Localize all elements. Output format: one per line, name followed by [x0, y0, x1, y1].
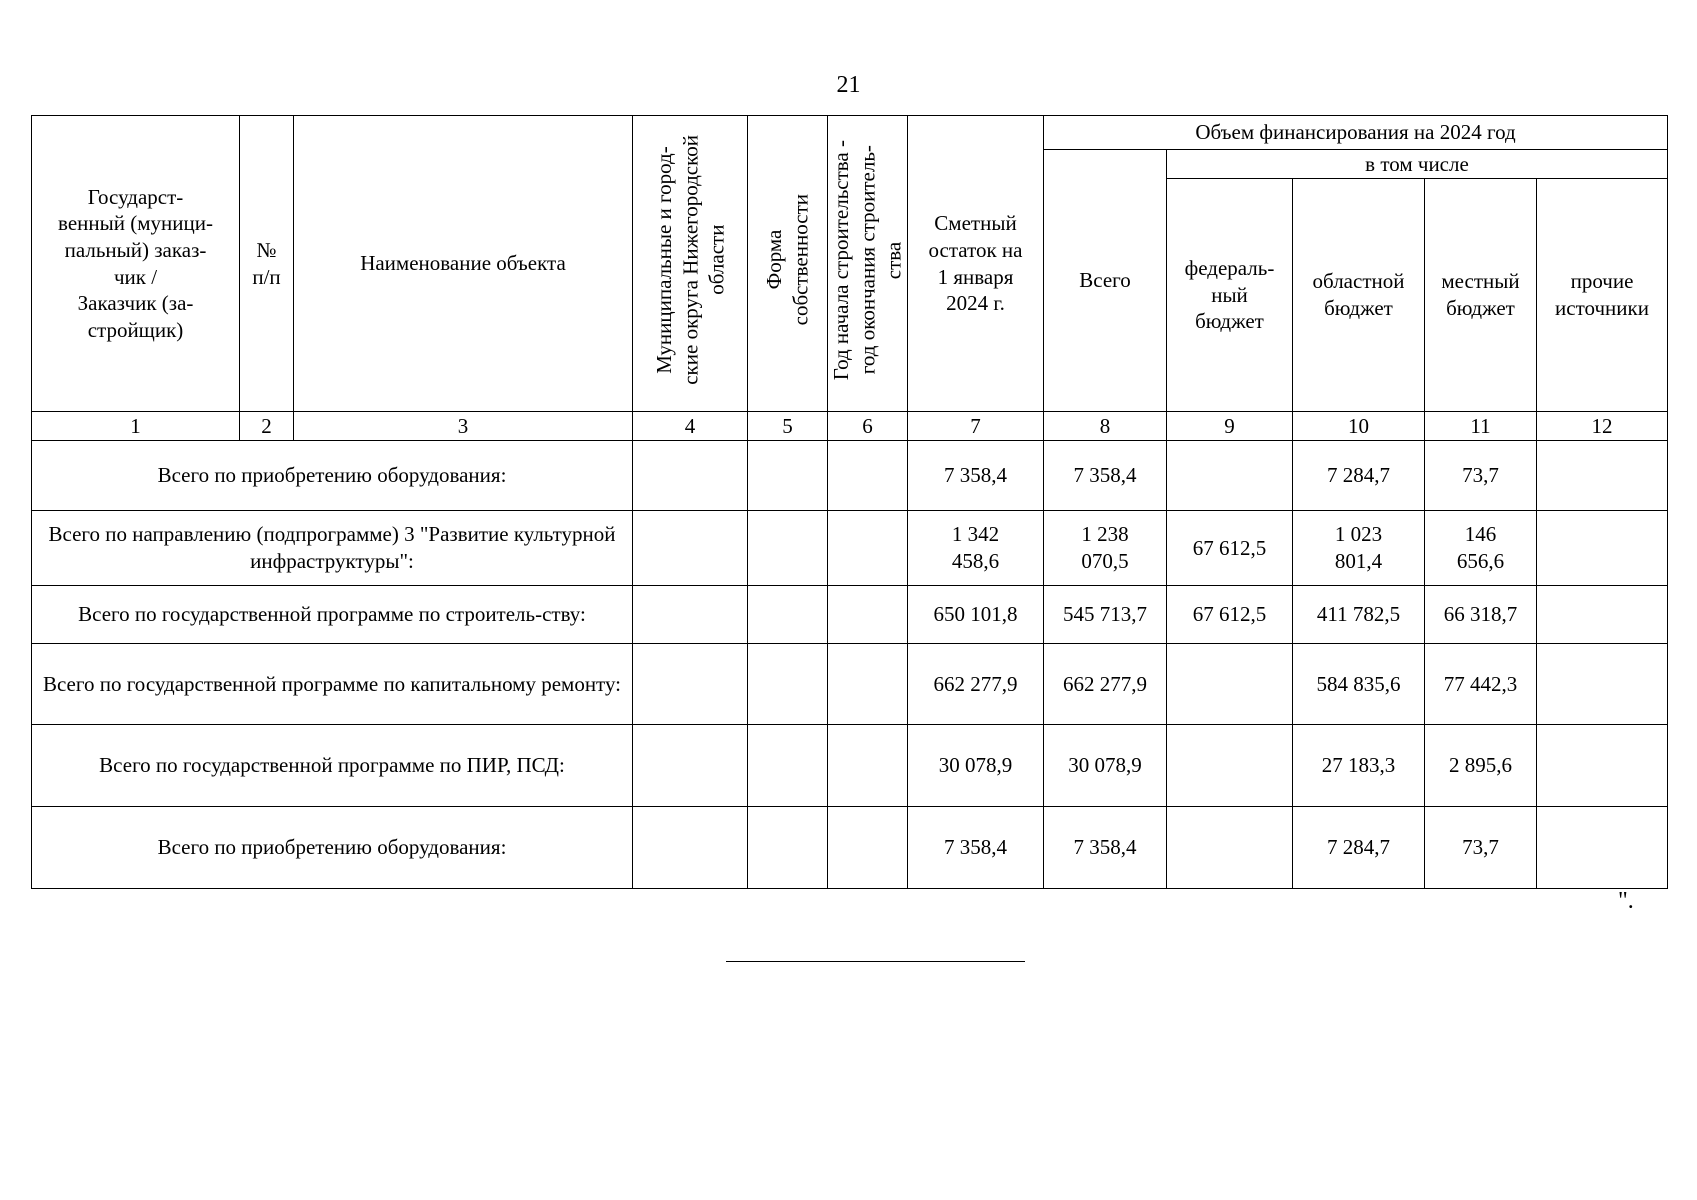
cell-empty: [633, 807, 748, 889]
header-ownership: [748, 116, 828, 412]
cell-other: [1537, 586, 1668, 644]
cell-empty: [633, 644, 748, 725]
cell-estimated-balance: 7 358,4: [908, 441, 1044, 511]
cell-total: 30 078,9: [1044, 725, 1167, 807]
row-label: Всего по государственной программе по ПИР, ПСД:: [32, 725, 633, 807]
page-number: 21: [836, 72, 861, 98]
cell-regional: 7 284,7: [1293, 807, 1425, 889]
cell-total: 662 277,9: [1044, 644, 1167, 725]
separator-line: [726, 961, 1025, 962]
column-number: 8: [1044, 412, 1167, 441]
cell-federal: [1167, 725, 1293, 807]
cell-empty: [748, 725, 828, 807]
cell-local: 77 442,3: [1425, 644, 1537, 725]
table-row: [32, 586, 1668, 644]
cell-empty: [748, 807, 828, 889]
row-label: Всего по государственной программе по строитель-ству:: [32, 586, 633, 644]
cell-federal: [1167, 644, 1293, 725]
closing-quote-mark: ".: [1618, 888, 1634, 914]
header-financing-group: Объем финансирования на 2024 год: [1044, 116, 1668, 150]
cell-empty: [828, 441, 908, 511]
cell-empty: [748, 441, 828, 511]
table-row: [32, 725, 1668, 807]
column-number: 4: [633, 412, 748, 441]
column-number: 3: [294, 412, 633, 441]
header-years: [828, 116, 908, 412]
cell-empty: [633, 725, 748, 807]
cell-other: [1537, 725, 1668, 807]
cell-empty: [828, 725, 908, 807]
header-number: № п/п: [240, 116, 294, 412]
column-number: 11: [1425, 412, 1537, 441]
cell-estimated-balance: 7 358,4: [908, 807, 1044, 889]
header-including: в том числе: [1167, 150, 1668, 179]
cell-local: 66 318,7: [1425, 586, 1537, 644]
cell-local: 146 656,6: [1425, 511, 1537, 586]
header-other-sources: прочие источники: [1537, 179, 1668, 412]
cell-regional: 584 835,6: [1293, 644, 1425, 725]
cell-regional: 1 023 801,4: [1293, 511, 1425, 586]
cell-total: 1 238 070,5: [1044, 511, 1167, 586]
cell-total: 7 358,4: [1044, 807, 1167, 889]
column-number: 2: [240, 412, 294, 441]
cell-federal: [1167, 441, 1293, 511]
cell-empty: [828, 586, 908, 644]
cell-estimated-balance: 30 078,9: [908, 725, 1044, 807]
column-number-row: [32, 412, 1668, 441]
cell-estimated-balance: 662 277,9: [908, 644, 1044, 725]
column-number: 6: [828, 412, 908, 441]
cell-local: 73,7: [1425, 807, 1537, 889]
column-number: 7: [908, 412, 1044, 441]
header-municipality: [633, 116, 748, 412]
column-number: 10: [1293, 412, 1425, 441]
row-label: Всего по государственной программе по капитальному ремонту:: [32, 644, 633, 725]
cell-other: [1537, 511, 1668, 586]
header-ownership-text: Форма собственности: [762, 194, 813, 326]
table-row: [32, 644, 1668, 725]
cell-federal: [1167, 807, 1293, 889]
cell-estimated-balance: 650 101,8: [908, 586, 1044, 644]
table-row: [32, 807, 1668, 889]
row-label: Всего по направлению (подпрограмме) 3 "Развитие культурной инфраструктуры":: [32, 511, 633, 586]
cell-empty: [748, 586, 828, 644]
cell-federal: 67 612,5: [1167, 511, 1293, 586]
header-regional-budget: областной бюджет: [1293, 179, 1425, 412]
column-number: 12: [1537, 412, 1668, 441]
cell-regional: 7 284,7: [1293, 441, 1425, 511]
cell-empty: [828, 644, 908, 725]
column-number: 5: [748, 412, 828, 441]
cell-empty: [633, 511, 748, 586]
cell-total: 545 713,7: [1044, 586, 1167, 644]
cell-empty: [748, 511, 828, 586]
cell-local: 73,7: [1425, 441, 1537, 511]
cell-estimated-balance: 1 342 458,6: [908, 511, 1044, 586]
header-object-name: Наименование объекта: [294, 116, 633, 412]
cell-empty: [748, 644, 828, 725]
cell-local: 2 895,6: [1425, 725, 1537, 807]
cell-regional: 411 782,5: [1293, 586, 1425, 644]
header-customer: Государст- венный (муници- пальный) заказ- чик / Заказчик (за- стройщик): [32, 116, 240, 412]
column-number: 9: [1167, 412, 1293, 441]
header-estimated-balance: Сметный остаток на 1 января 2024 г.: [908, 116, 1044, 412]
cell-regional: 27 183,3: [1293, 725, 1425, 807]
cell-empty: [633, 441, 748, 511]
cell-federal: 67 612,5: [1167, 586, 1293, 644]
cell-other: [1537, 807, 1668, 889]
financing-table: [31, 115, 1668, 889]
header-municipality-text: Муниципальные и город- ские округа Нижегородской области: [651, 135, 729, 386]
header-total: Всего: [1044, 150, 1167, 412]
row-label: Всего по приобретению оборудования:: [32, 807, 633, 889]
row-label: Всего по приобретению оборудования:: [32, 441, 633, 511]
cell-empty: [828, 511, 908, 586]
cell-empty: [828, 807, 908, 889]
cell-other: [1537, 644, 1668, 725]
cell-other: [1537, 441, 1668, 511]
table-row: [32, 511, 1668, 586]
cell-empty: [633, 586, 748, 644]
header-federal-budget: федераль- ный бюджет: [1167, 179, 1293, 412]
header-local-budget: местный бюджет: [1425, 179, 1537, 412]
cell-total: 7 358,4: [1044, 441, 1167, 511]
column-number: 1: [32, 412, 240, 441]
table-row: [32, 441, 1668, 511]
header-years-text: Год начала строительства - год окончания строитель- ства: [829, 140, 906, 381]
